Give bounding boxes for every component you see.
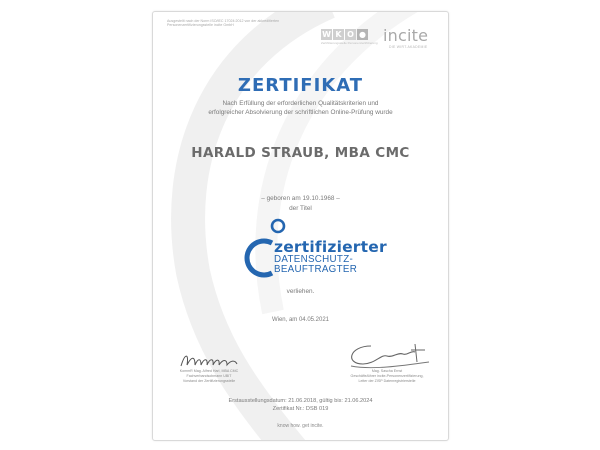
certification-logo-text [274,240,387,275]
wko-letter-w: W [322,30,331,39]
place-date: Wien, am 04.05.2021 [271,317,330,323]
wko-letter-k: K [333,29,344,40]
wko-subtitle: Zertifizierungsstelle Personenzertifizierung [321,41,378,45]
logo-line-3: BEAUFTRAGTER [274,264,358,275]
awarded-text: verliehen. [286,288,315,295]
issue-dates: Erstausstellungsdatum: 21.06.2018, gültig bis: 21.06.2024 [228,398,373,404]
wko-letter-o: O [345,29,356,40]
right-signer-role-1: Geschäftsführer incite-Personenzertifizierung, [350,373,424,378]
title-line: der Titel [289,204,312,212]
signature-caption-left [159,369,259,383]
incite-subtitle: DIE WIRT.AKADEMIE [389,45,428,49]
right-signer-name: Mag. Sascha Ernst [371,369,403,373]
logo-word: zertifizierter [274,238,387,256]
certificate-number: Zertifikat Nr.: DSB 019 [272,405,329,412]
intro-text [173,99,428,117]
certificate-page [152,11,449,441]
certificate-title: ZERTIFIKAT [237,75,364,96]
born-line: – geboren am 19.10.1968 – [261,195,340,202]
holder-name: HARALD STRAUB, MBA CMC [191,145,410,161]
logo-line-2: DATENSCHUTZ- [274,254,354,265]
left-signer-role-2: Vorstand der Zertifizierungsstelle [182,378,236,383]
signature-left [177,349,247,371]
footer-slogan: know how. get incite. [277,423,324,429]
incite-logo: incite [383,26,429,45]
intro-line-1: Nach Erfüllung der erforderlichen Qualitätskriterien und [222,100,379,107]
wko-emblem-icon: ● [357,29,368,40]
issue-info [153,398,448,413]
left-signer-name: KommR Mag. Alfred Harl, MBA CMC [179,369,239,373]
right-signer-role-2: Leiter der ZISP Datenregistrierstelle [358,378,416,383]
intro-line-2: erfolgreicher Absolvierung der schriftlichen Online-Prüfung wurde [208,109,393,116]
left-signer-role-1: Fachverbandsobmann UBIT [186,373,232,378]
signature-caption-right [337,369,437,383]
birth-info [153,194,448,213]
wko-logo [321,29,369,40]
signature-right [341,336,433,372]
accreditation-note: Ausgestellt nach der Norm ISO/IEC 17024:2012 von der akkreditierten Personenzertifizierungsstelle incite GmbH [167,19,280,28]
